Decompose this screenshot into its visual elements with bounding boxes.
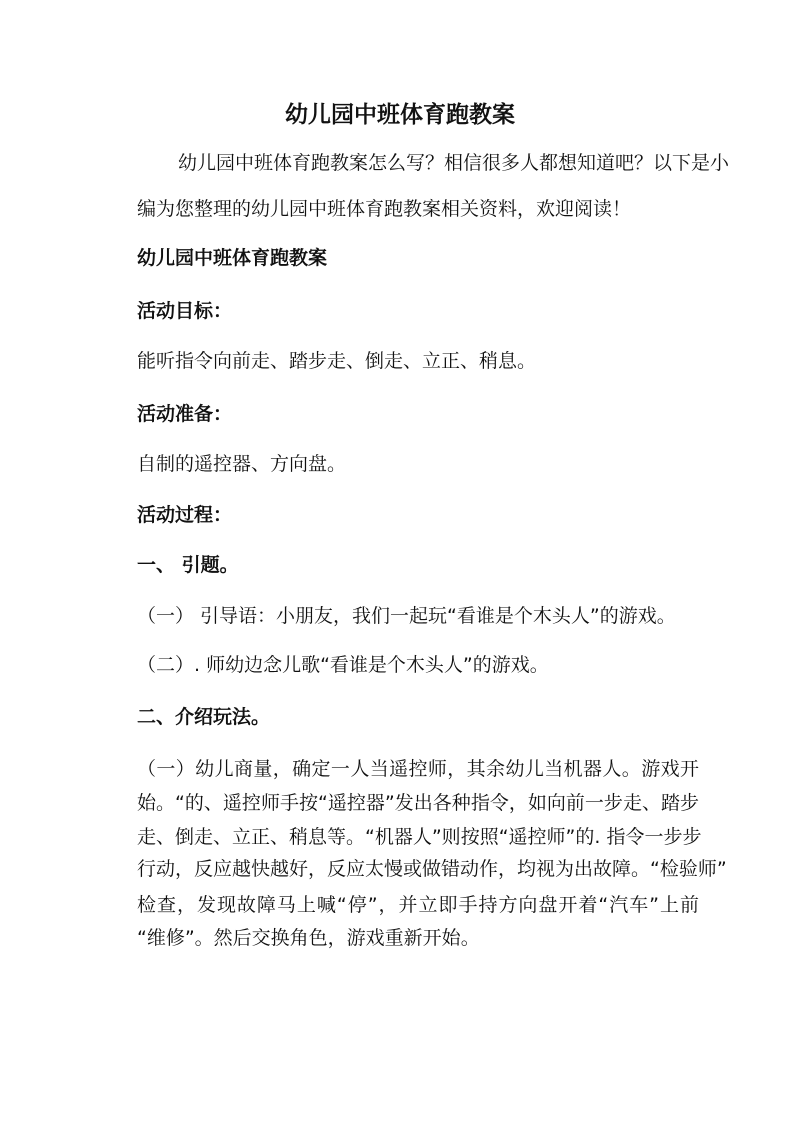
section2-paragraph-line-5: 检查，发现故障马上喊“停”，并立即手持方向盘开着“汽车”上前	[137, 894, 699, 916]
section1-item-1: （一） 引导语：小朋友，我们一起玩“看谁是个木头人”的游戏。	[137, 605, 676, 627]
subtitle: 幼儿园中班体育跑教案	[137, 247, 328, 269]
goal-heading: 活动目标：	[137, 300, 233, 322]
document-title: 幼儿园中班体育跑教案	[285, 101, 515, 128]
section2-paragraph-line-2: 始。“的、遥控师手按“遥控器”发出各种指令，如向前一步走、踏步	[137, 792, 699, 814]
section2-paragraph-line-6: “维修”。然后交换角色，游戏重新开始。	[137, 927, 480, 949]
intro-line-1: 幼儿园中班体育跑教案怎么写？相信很多人都想知道吧？以下是小	[178, 152, 730, 174]
section2-paragraph-line-3: 走、倒走、立正、稍息等。“机器人”则按照“遥控师”的. 指令一步步	[137, 826, 702, 848]
process-heading: 活动过程：	[137, 504, 233, 526]
section2-heading: 二、介绍玩法。	[137, 706, 271, 728]
prep-heading: 活动准备：	[137, 403, 233, 425]
section1-heading: 一、 引题。	[137, 554, 239, 576]
section2-paragraph-line-4: 行动，反应越快越好，反应太慢或做错动作，均视为出故障。“检验师”	[137, 858, 727, 880]
intro-line-2: 编为您整理的幼儿园中班体育跑教案相关资料，欢迎阅读！	[137, 198, 632, 220]
prep-text: 自制的遥控器、方向盘。	[137, 453, 347, 475]
goal-text: 能听指令向前走、踏步走、倒走、立正、稍息。	[137, 350, 537, 372]
section2-paragraph-line-1: （一）幼儿商量，确定一人当遥控师，其余幼儿当机器人。游戏开	[137, 758, 699, 780]
section1-item-2: （二）. 师幼边念儿歌“看谁是个木头人”的游戏。	[137, 654, 549, 676]
